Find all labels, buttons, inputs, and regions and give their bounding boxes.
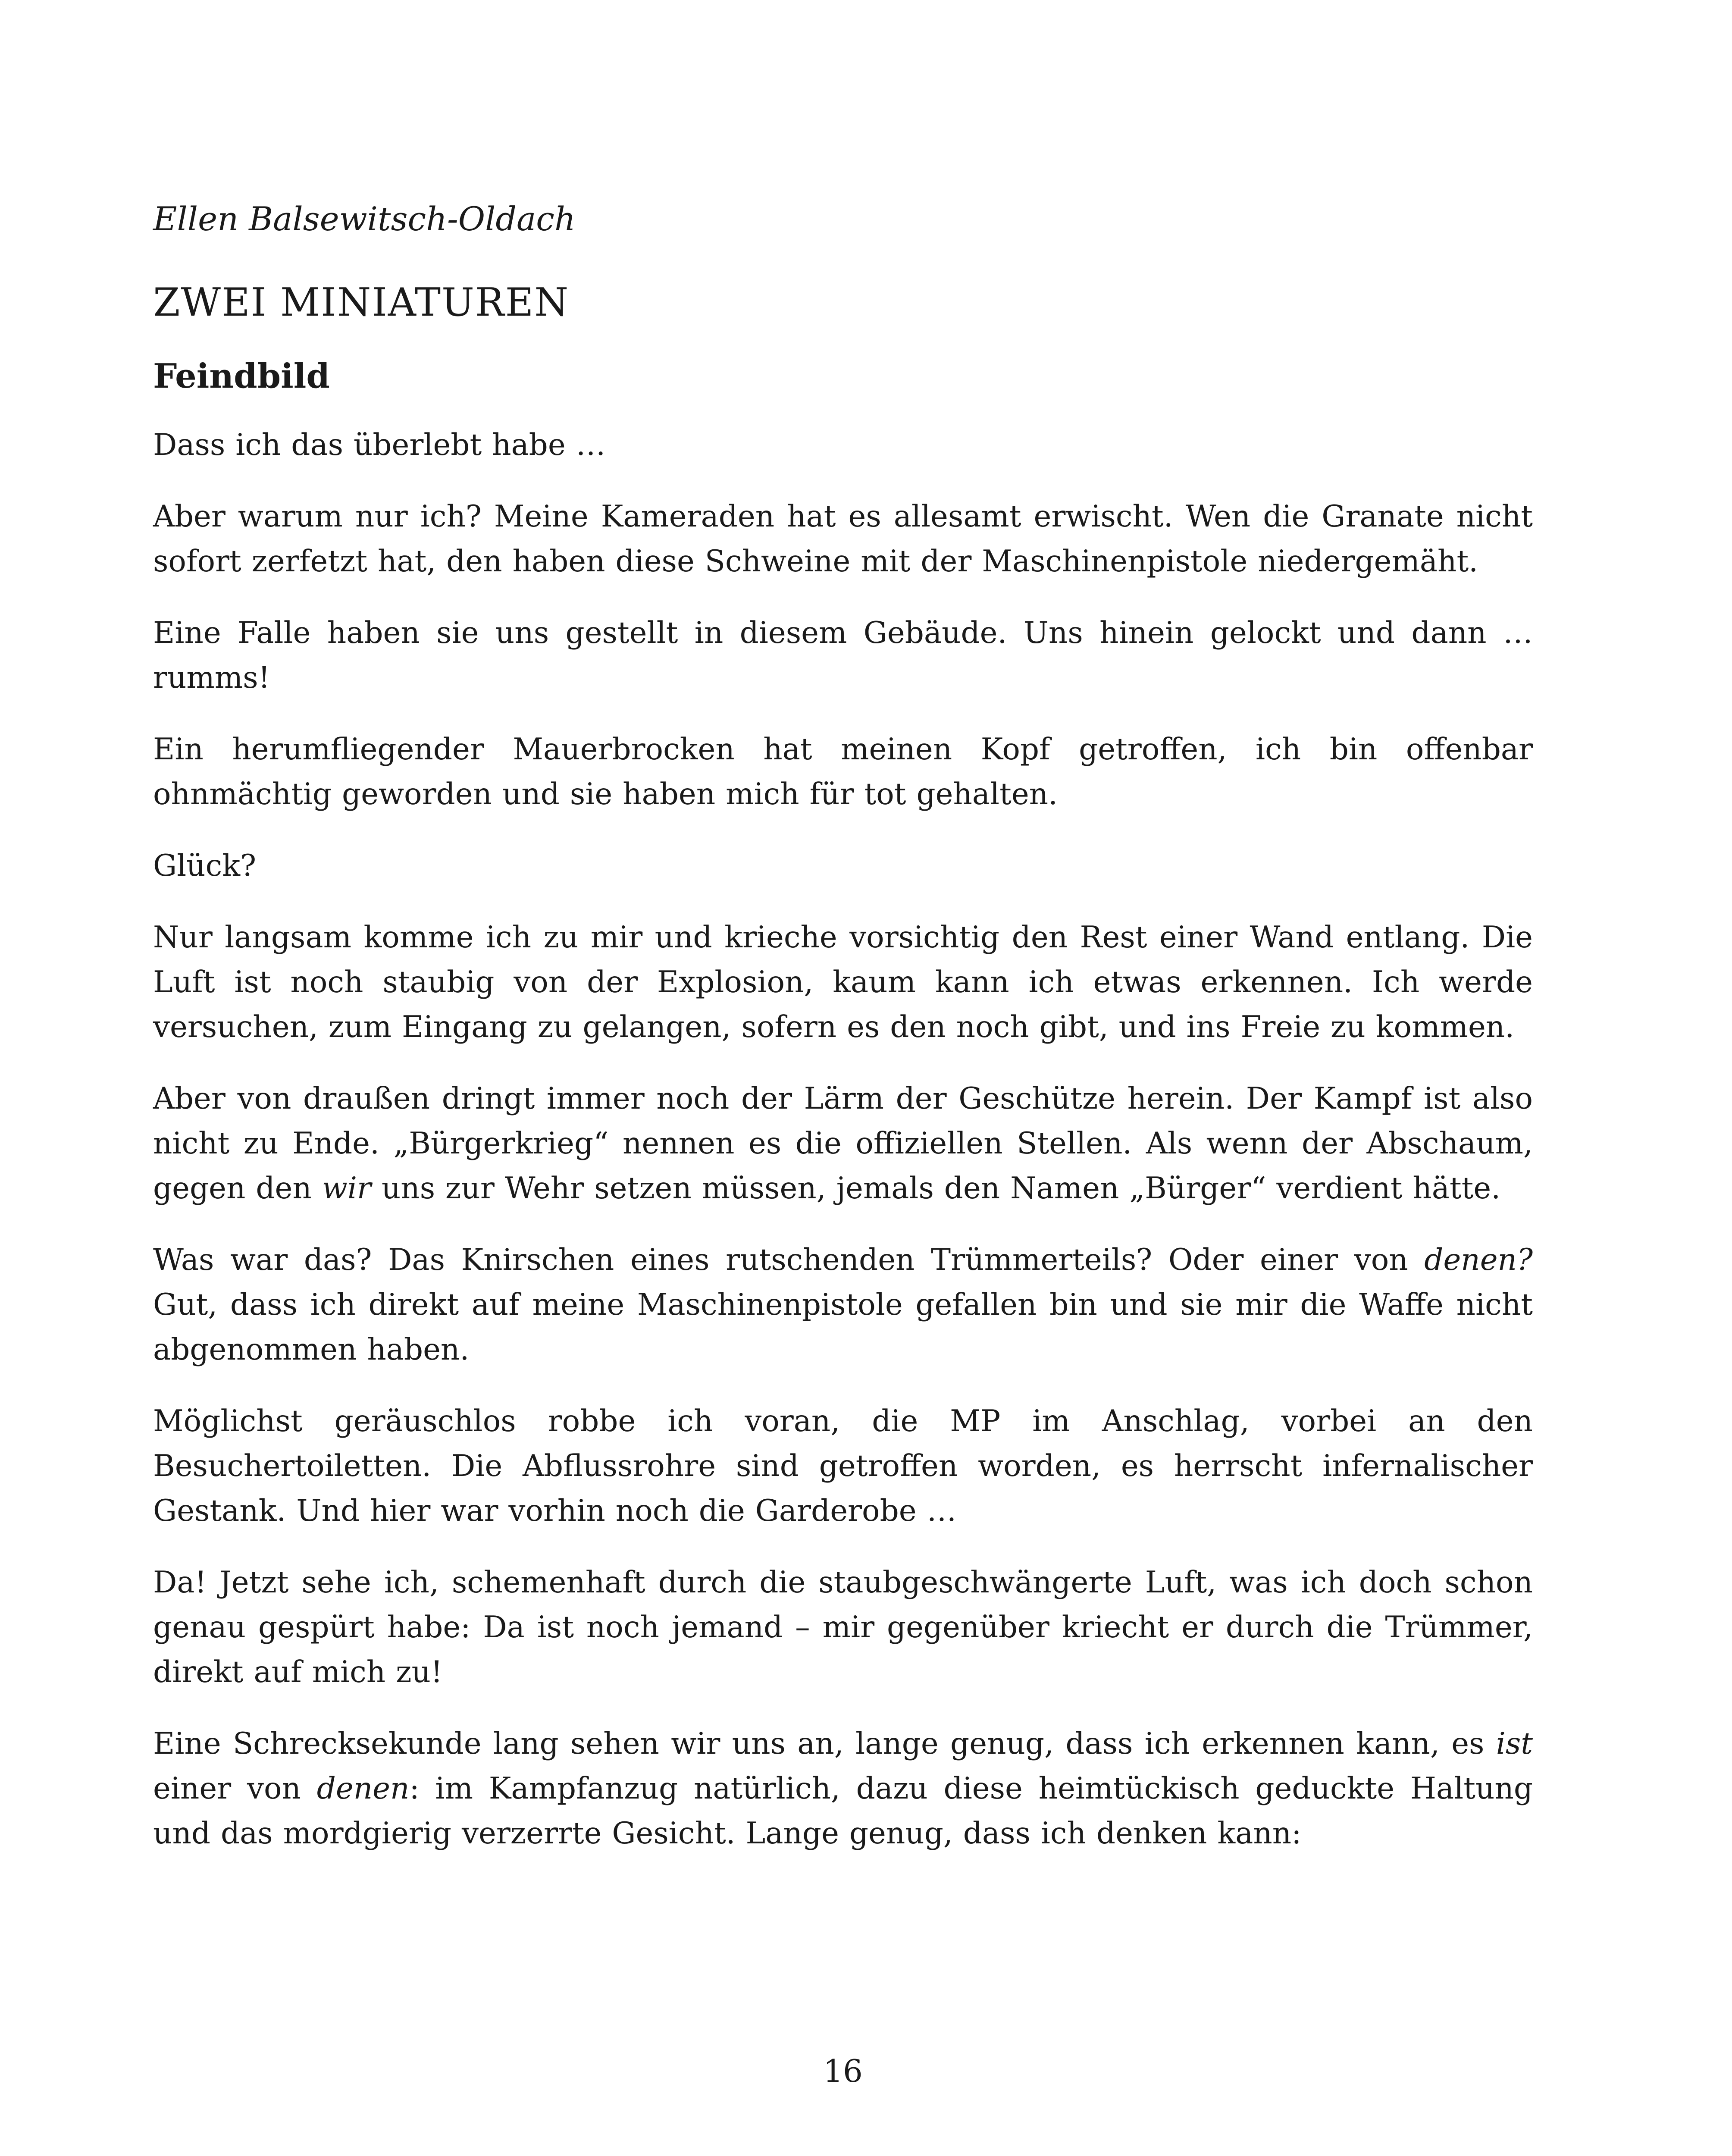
paragraph-text: Möglichst geräuschlos robbe ich voran, die MP im Anschlag, vorbei an den Besuchertoiletten. Die Abflussrohre sind getroffen worden, es herrscht infernalischer Gestank. Und hier war vorhin noch die Garderobe … [153,1404,1533,1528]
paragraph [153,843,1533,888]
paragraph [153,1238,1533,1372]
paragraph-text: uns zur Wehr setzen müssen, jemals den Namen „Bürger“ verdient hätte. [371,1171,1501,1206]
author-name: Ellen Balsewitsch-Oldach [153,200,576,238]
paragraph-text: Aber warum nur ich? Meine Kameraden hat es allesamt erwischt. Wen die Granate nicht sofort zerfetzt hat, den haben diese Schweine mit der Maschinenpistole niedergemäht. [153,499,1533,579]
paragraph-text: einer von [153,1771,317,1806]
paragraph [153,1721,1533,1856]
emphasis-text: ist [1496,1727,1533,1761]
paragraph [153,423,1533,467]
paragraph-text: Was war das? Das Knirschen eines rutschenden Trümmerteils? Oder einer von [153,1243,1425,1277]
paragraph [153,1560,1533,1695]
chapter-title: ZWEI MINIATUREN [153,280,570,325]
paragraph [153,915,1533,1050]
body-text [153,423,1533,1883]
paragraph-text: Ein herumfliegender Mauerbrocken hat meinen Kopf getroffen, ich bin offenbar ohnmächtig geworden und sie haben mich für tot gehalten. [153,732,1533,812]
emphasis-text: wir [322,1171,371,1206]
paragraph [153,611,1533,700]
paragraph-text: Aber von draußen dringt immer noch der Lärm der Geschütze herein. Der Kampf ist also nicht zu Ende. „Bürgerkrieg“ nennen es die offiziellen Stellen. Als wenn der Abschaum, gegen den [153,1081,1533,1206]
paragraph-text: Da! Jetzt sehe ich, schemenhaft durch die staubgeschwängerte Luft, was ich doch schon genau gespürt habe: Da ist noch jemand – mir gegenüber kriecht er durch die Trümmer, direkt auf mich zu! [153,1565,1533,1689]
paragraph-text: Eine Falle haben sie uns gestellt in diesem Gebäude. Uns hinein gelockt und dann … rumms! [153,616,1533,695]
paragraph [153,1076,1533,1211]
paragraph-text: Eine Schrecksekunde lang sehen wir uns an, lange genug, dass ich erkennen kann, es [153,1727,1496,1761]
paragraph [153,727,1533,817]
paragraph-text: Dass ich das überlebt habe … [153,428,606,462]
section-title: Feindbild [153,357,330,396]
page-number: 16 [823,2053,863,2089]
paragraph-text: Nur langsam komme ich zu mir und krieche vorsichtig den Rest einer Wand entlang. Die Luft ist noch staubig von der Explosion, kaum kann ich etwas erkennen. Ich werde versuchen, zum Eingang zu gelangen, sofern es den noch gibt, und ins Freie zu kommen. [153,920,1533,1044]
emphasis-text: denen? [1424,1243,1533,1277]
paragraph [153,1399,1533,1533]
paragraph-text: Gut, dass ich direkt auf meine Maschinenpistole gefallen bin und sie mir die Waffe nicht abgenommen haben. [153,1288,1533,1367]
paragraph-text: Glück? [153,849,257,883]
emphasis-text: denen [316,1771,410,1806]
paragraph [153,494,1533,584]
paragraph-text: : im Kampfanzug natürlich, dazu diese heimtückisch geduckte Haltung und das mordgierig verzerrte Gesicht. Lange genug, dass ich denken kann: [153,1771,1533,1851]
book-page [153,0,1533,2156]
